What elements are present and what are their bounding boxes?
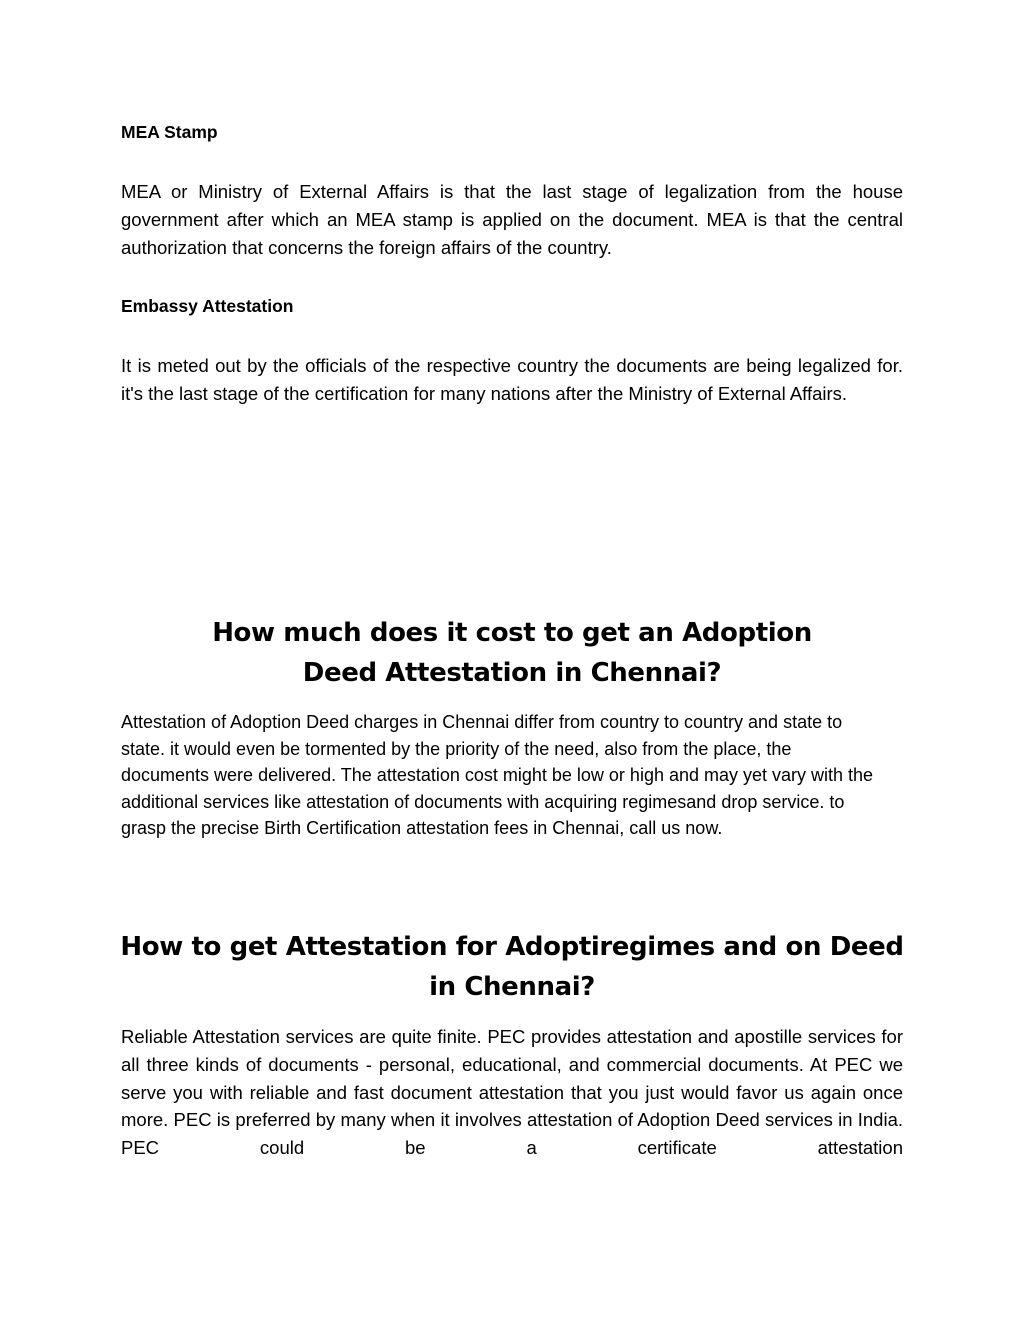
mea-section-body	[121, 178, 903, 261]
howto-heading: How to get Attestation for Adoptiregimes and on Deed in Chennai?	[120, 932, 904, 1002]
howto-section-body	[121, 1023, 903, 1162]
embassy-section-body	[121, 352, 903, 408]
howto-paragraph: Reliable Attestation services are quite finite. PEC provides attestation and apostille services for all three kinds of documents - personal, educational, and commercial documents. At PEC we serve you with reliable and fast document attestation that you just would favor us again once more. PEC is preferred by many when it involves attestation of Adoption Deed services in India. PEC could be a certificate attestation	[121, 1026, 903, 1159]
howto-section	[110, 927, 914, 1007]
cost-paragraph: Attestation of Adoption Deed charges in Chennai differ from country to country and state to state. it would even be tormented by the priority of the need, also from the place, the documents were delivered. The attestation cost might be low or high and may yet vary with the additional services like attestation of documents with acquiring regimesand drop service. to grasp the precise Birth Certification attestation fees in Chennai, call us now.	[121, 712, 874, 839]
mea-stamp-paragraph: MEA or Ministry of External Affairs is that the last stage of legalization from the house government after which an MEA stamp is applied on the document. MEA is that the central authorization that concerns the foreign affairs of the country.	[121, 181, 903, 258]
mea-section	[121, 121, 903, 143]
embassy-attestation-paragraph: It is meted out by the officials of the respective country the documents are being legalized for. it's the last stage of the certification for many nations after the Ministry of External Affairs.	[121, 355, 903, 404]
mea-stamp-heading: MEA Stamp	[121, 122, 218, 142]
cost-section	[180, 613, 844, 693]
cost-section-body	[121, 709, 881, 842]
cost-heading: How much does it cost to get an Adoption Deed Attestation in Chennai?	[212, 618, 812, 688]
embassy-attestation-heading: Embassy Attestation	[121, 296, 294, 316]
embassy-section	[121, 295, 903, 317]
